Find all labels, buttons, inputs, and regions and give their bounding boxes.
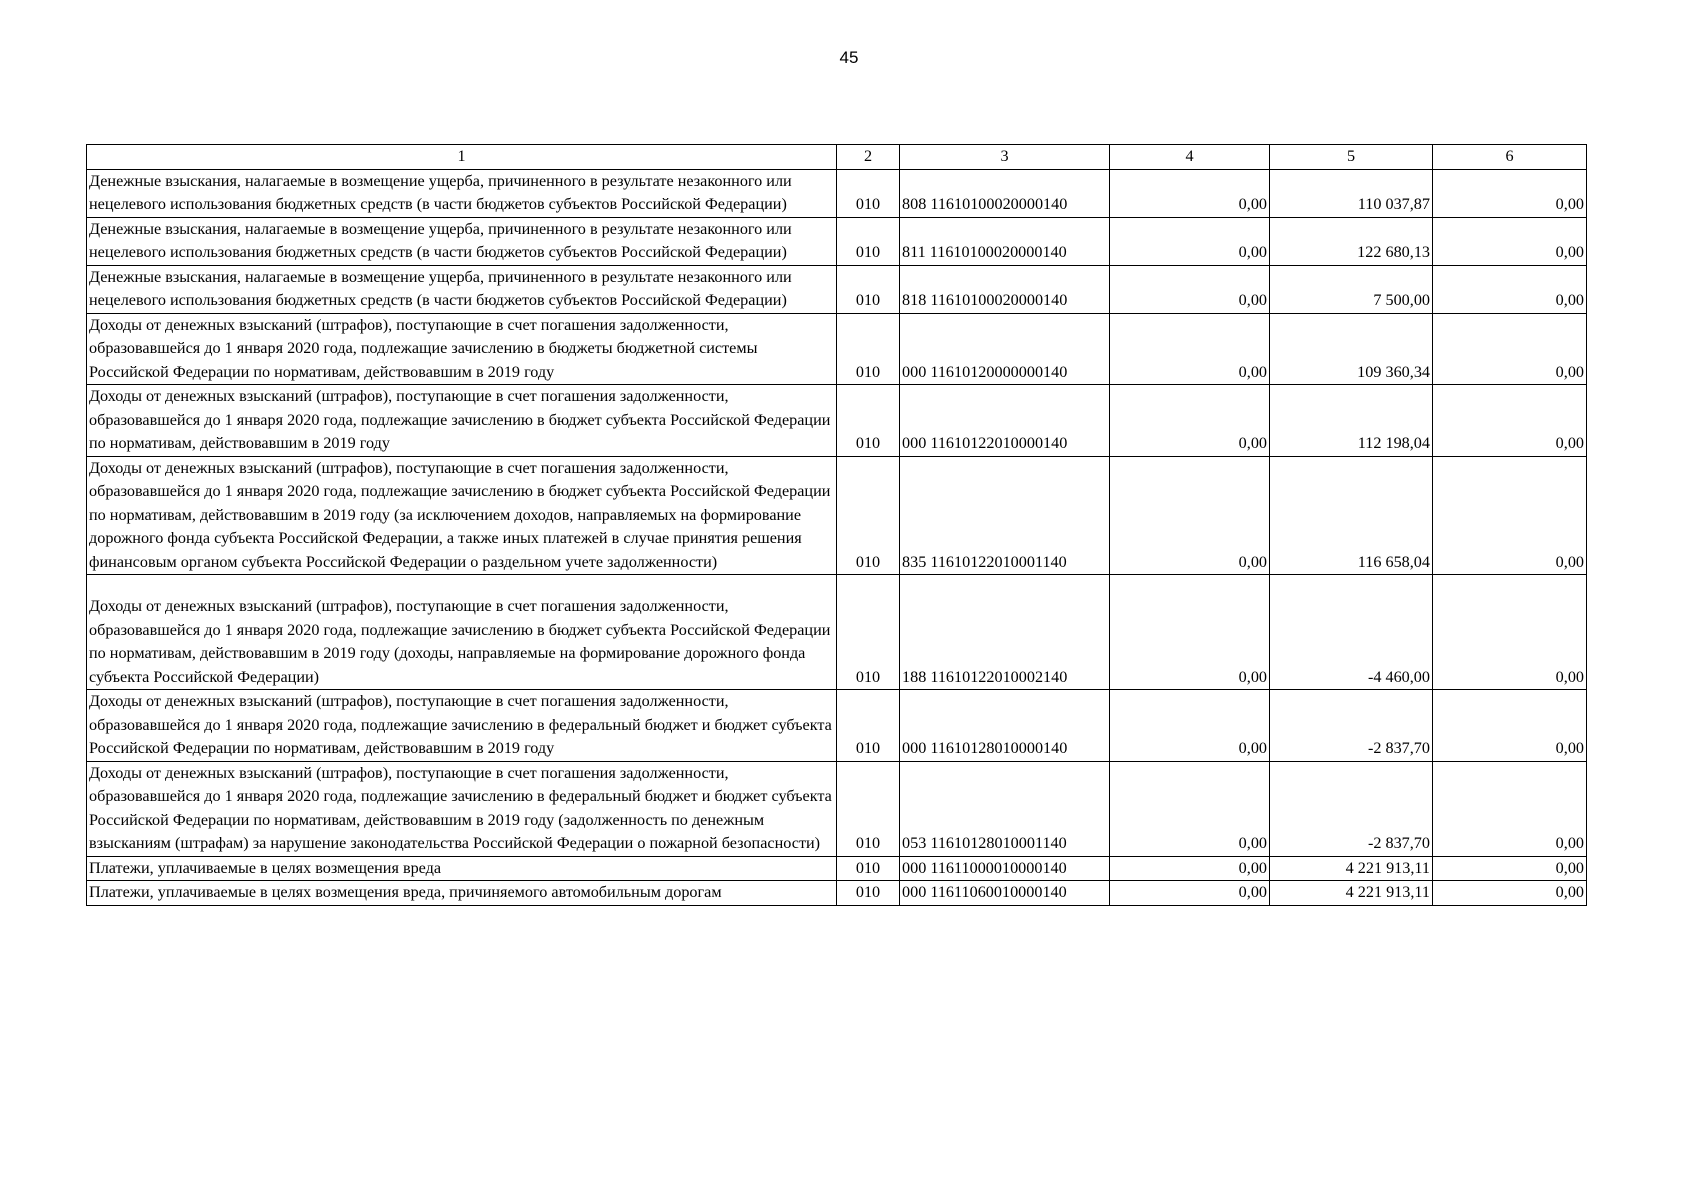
table-row bbox=[87, 265, 1587, 313]
income-name-cell: Доходы от денежных взысканий (штрафов), поступающие в счет погашения задолженности, образовавшейся до 1 января 2020 года, подлежащие зачислению в бюджет субъекта Российской Федерации по нормативам, действовавшим в 2019 году bbox=[87, 385, 837, 457]
income-name-text: Доходы от денежных взысканий (штрафов), поступающие в счет погашения задолженности, образовавшейся до 1 января 2020 года, подлежащие зачислению в бюджет субъекта Российской Федерации по нормативам, действовавшим в 2019 году (доходы, направляемые на формирование дорожного фонда субъекта Российской Федерации) bbox=[89, 597, 831, 686]
table-row bbox=[87, 881, 1587, 906]
column-5-value-cell: 112 198,04 bbox=[1270, 385, 1433, 457]
column-4-value-cell: 0,00 bbox=[1110, 313, 1270, 385]
column-header-4: 4 bbox=[1110, 145, 1270, 170]
income-name-cell: Денежные взыскания, налагаемые в возмещение ущерба, причиненного в результате незаконного или нецелевого использования бюджетных средств (в части бюджетов субъектов Российской Федерации) bbox=[87, 265, 837, 313]
budget-income-table bbox=[86, 144, 1587, 906]
column-number-header-row bbox=[87, 145, 1587, 170]
income-name-cell: Доходы от денежных взысканий (штрафов), поступающие в счет погашения задолженности, образовавшейся до 1 января 2020 года, подлежащие зачислению в бюджет субъекта Российской Федерации по нормативам, действовавшим в 2019 году (за исключением доходов, направляемых на формирование дорожного фонда субъекта Российской Федерации, а также иных платежей в случае принятия решения финансовым органом субъекта Российской Федерации о раздельном учете задолженности) bbox=[87, 456, 837, 575]
column-4-value-cell: 0,00 bbox=[1110, 217, 1270, 265]
budget-classification-code-cell: 000 11610122010000140 bbox=[900, 385, 1110, 457]
budget-classification-code-cell: 835 11610122010001140 bbox=[900, 456, 1110, 575]
column-6-value-cell: 0,00 bbox=[1433, 313, 1587, 385]
income-name-cell: Доходы от денежных взысканий (штрафов), поступающие в счет погашения задолженности, образовавшейся до 1 января 2020 года, подлежащие зачислению в федеральный бюджет и бюджет субъекта Российской Федерации по нормативам, действовавшим в 2019 году bbox=[87, 690, 837, 762]
column-header-6: 6 bbox=[1433, 145, 1587, 170]
line-code-cell: 010 bbox=[837, 690, 900, 762]
column-header-2: 2 bbox=[837, 145, 900, 170]
column-6-value-cell: 0,00 bbox=[1433, 385, 1587, 457]
column-6-value-cell: 0,00 bbox=[1433, 456, 1587, 575]
column-4-value-cell: 0,00 bbox=[1110, 265, 1270, 313]
table-row bbox=[87, 385, 1587, 457]
column-4-value-cell: 0,00 bbox=[1110, 881, 1270, 906]
column-4-value-cell: 0,00 bbox=[1110, 761, 1270, 856]
column-5-value-cell: -4 460,00 bbox=[1270, 575, 1433, 690]
income-name-cell: Платежи, уплачиваемые в целях возмещения вреда bbox=[87, 856, 837, 881]
budget-classification-code-cell: 000 11610128010000140 bbox=[900, 690, 1110, 762]
line-code-cell: 010 bbox=[837, 456, 900, 575]
column-6-value-cell: 0,00 bbox=[1433, 856, 1587, 881]
line-code-cell: 010 bbox=[837, 169, 900, 217]
column-4-value-cell: 0,00 bbox=[1110, 575, 1270, 690]
column-5-value-cell: 4 221 913,11 bbox=[1270, 856, 1433, 881]
budget-classification-code-cell: 188 11610122010002140 bbox=[900, 575, 1110, 690]
line-code-cell: 010 bbox=[837, 761, 900, 856]
column-4-value-cell: 0,00 bbox=[1110, 385, 1270, 457]
column-4-value-cell: 0,00 bbox=[1110, 856, 1270, 881]
column-5-value-cell: 116 658,04 bbox=[1270, 456, 1433, 575]
budget-classification-code-cell: 000 11611060010000140 bbox=[900, 881, 1110, 906]
column-6-value-cell: 0,00 bbox=[1433, 690, 1587, 762]
budget-classification-code-cell: 000 11610120000000140 bbox=[900, 313, 1110, 385]
column-header-5: 5 bbox=[1270, 145, 1433, 170]
line-code-cell: 010 bbox=[837, 265, 900, 313]
budget-classification-code-cell: 053 11610128010001140 bbox=[900, 761, 1110, 856]
line-code-cell: 010 bbox=[837, 217, 900, 265]
column-4-value-cell: 0,00 bbox=[1110, 169, 1270, 217]
income-name-cell: Денежные взыскания, налагаемые в возмещение ущерба, причиненного в результате незаконного или нецелевого использования бюджетных средств (в части бюджетов субъектов Российской Федерации) bbox=[87, 217, 837, 265]
column-6-value-cell: 0,00 bbox=[1433, 265, 1587, 313]
table-row bbox=[87, 690, 1587, 762]
column-5-value-cell: -2 837,70 bbox=[1270, 761, 1433, 856]
column-4-value-cell: 0,00 bbox=[1110, 690, 1270, 762]
line-code-cell: 010 bbox=[837, 881, 900, 906]
column-6-value-cell: 0,00 bbox=[1433, 217, 1587, 265]
column-6-value-cell: 0,00 bbox=[1433, 575, 1587, 690]
table-row bbox=[87, 217, 1587, 265]
income-name-cell: Доходы от денежных взысканий (штрафов), поступающие в счет погашения задолженности, образовавшейся до 1 января 2020 года, подлежащие зачислению в бюджеты бюджетной системы Российской Федерации по нормативам, действовавшим в 2019 году bbox=[87, 313, 837, 385]
table-row bbox=[87, 313, 1587, 385]
line-code-cell: 010 bbox=[837, 313, 900, 385]
column-5-value-cell: 110 037,87 bbox=[1270, 169, 1433, 217]
column-5-value-cell: 122 680,13 bbox=[1270, 217, 1433, 265]
page-number: 45 bbox=[839, 48, 859, 67]
table-row bbox=[87, 856, 1587, 881]
table-row bbox=[87, 169, 1587, 217]
column-5-value-cell: 7 500,00 bbox=[1270, 265, 1433, 313]
budget-classification-code-cell: 000 11611000010000140 bbox=[900, 856, 1110, 881]
income-name-cell bbox=[87, 575, 837, 690]
column-4-value-cell: 0,00 bbox=[1110, 456, 1270, 575]
line-code-cell: 010 bbox=[837, 575, 900, 690]
column-header-3: 3 bbox=[900, 145, 1110, 170]
line-code-cell: 010 bbox=[837, 856, 900, 881]
budget-classification-code-cell: 811 11610100020000140 bbox=[900, 217, 1110, 265]
table-row bbox=[87, 575, 1587, 690]
column-6-value-cell: 0,00 bbox=[1433, 881, 1587, 906]
column-header-1: 1 bbox=[87, 145, 837, 170]
line-code-cell: 010 bbox=[837, 385, 900, 457]
income-name-cell: Денежные взыскания, налагаемые в возмещение ущерба, причиненного в результате незаконного или нецелевого использования бюджетных средств (в части бюджетов субъектов Российской Федерации) bbox=[87, 169, 837, 217]
column-5-value-cell: 109 360,34 bbox=[1270, 313, 1433, 385]
column-5-value-cell: -2 837,70 bbox=[1270, 690, 1433, 762]
column-6-value-cell: 0,00 bbox=[1433, 169, 1587, 217]
column-5-value-cell: 4 221 913,11 bbox=[1270, 881, 1433, 906]
income-name-cell: Доходы от денежных взысканий (штрафов), поступающие в счет погашения задолженности, образовавшейся до 1 января 2020 года, подлежащие зачислению в федеральный бюджет и бюджет субъекта Российской Федерации по нормативам, действовавшим в 2019 году (задолженность по денежным взысканиям (штрафам) за нарушение законодательства Российской Федерации о пожарной безопасности) bbox=[87, 761, 837, 856]
income-name-cell: Платежи, уплачиваемые в целях возмещения вреда, причиняемого автомобильным дорогам bbox=[87, 881, 837, 906]
table-row bbox=[87, 761, 1587, 856]
cell-top-spacing bbox=[89, 575, 834, 595]
table-row bbox=[87, 456, 1587, 575]
column-6-value-cell: 0,00 bbox=[1433, 761, 1587, 856]
budget-classification-code-cell: 818 11610100020000140 bbox=[900, 265, 1110, 313]
budget-classification-code-cell: 808 11610100020000140 bbox=[900, 169, 1110, 217]
